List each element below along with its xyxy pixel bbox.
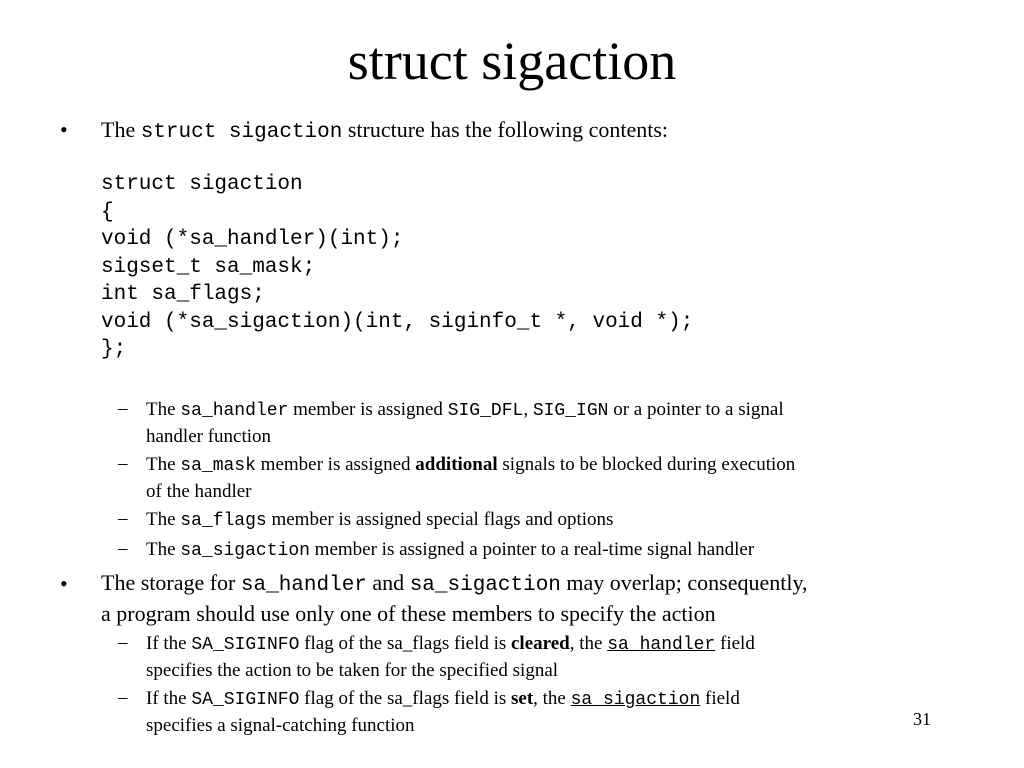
text-segment: If the — [146, 688, 192, 709]
sub-bullet-sa-handler — [146, 397, 946, 449]
inline-code: sa_flags — [180, 511, 267, 531]
code-line: { — [101, 200, 114, 224]
slide-number: 31 — [913, 709, 931, 729]
inline-code: SA_SIGINFO — [191, 690, 300, 710]
sub-bullet-sa-mask — [146, 452, 946, 504]
text-segment: member is assigned special flags and options — [266, 509, 614, 530]
text-segment: field — [700, 688, 740, 709]
text-segment: flag of the sa_flags field is — [299, 633, 511, 654]
text-segment: The — [146, 454, 181, 475]
inline-code: sa_sigaction — [409, 574, 561, 597]
code-line: void (*sa_sigaction)(int, siginfo_t *, void *); — [101, 310, 694, 334]
inline-code: SIG_IGN — [532, 401, 609, 421]
text-segment: and — [366, 570, 410, 595]
text-segment: handler function — [146, 426, 272, 447]
code-line: int sa_flags; — [101, 283, 265, 306]
text-segment: If the — [146, 633, 192, 654]
sub-bullet-marker: – — [118, 632, 128, 653]
sub-bullet-sa-sigaction — [146, 537, 946, 564]
bullet-marker: • — [60, 571, 68, 596]
bold-text: set — [511, 688, 534, 709]
text-segment: member is assigned — [288, 399, 448, 420]
inline-code: SA_SIGINFO — [191, 635, 300, 655]
text-segment: may overlap; consequently, — [560, 570, 808, 595]
code-line: struct sigaction — [101, 173, 303, 196]
text-segment: , the — [533, 688, 571, 709]
text-segment: member is assigned a pointer to a real-time signal handler — [309, 539, 755, 560]
text-segment: field — [715, 633, 755, 654]
text-segment: , the — [569, 633, 608, 654]
sub-bullet-marker: – — [118, 508, 128, 529]
text-segment: flag of the sa_flags field is — [299, 688, 511, 709]
text-segment: , — [523, 399, 533, 420]
slide-title: struct sigaction — [347, 31, 677, 91]
sub-bullet-marker: – — [118, 538, 128, 559]
sub-bullet-marker: – — [118, 687, 128, 708]
code-line: void (*sa_handler)(int); — [101, 228, 404, 251]
bullet-text-storage-overlap — [101, 569, 951, 628]
text-segment: signals to be blocked during execution — [497, 454, 796, 475]
inline-code: sa_handler — [240, 574, 367, 597]
inline-code: SIG_DFL — [447, 401, 524, 421]
underlined-code: sa_handler — [607, 635, 716, 655]
text-segment: structure has the following contents: — [342, 117, 668, 142]
inline-code: struct sigaction — [140, 121, 343, 144]
code-block — [101, 171, 693, 364]
text-segment: specifies a signal-catching function — [146, 715, 415, 736]
sub-bullet-siginfo-set — [146, 686, 946, 738]
text-segment: The — [146, 399, 181, 420]
inline-code: sa_mask — [180, 456, 256, 476]
bold-text: cleared — [511, 633, 570, 654]
text-segment: The — [101, 117, 141, 142]
code-line: sigset_t sa_mask; — [101, 255, 316, 279]
bold-text: additional — [415, 454, 498, 475]
bullet-marker: • — [60, 117, 68, 142]
sub-bullet-marker: – — [118, 398, 128, 419]
bullet-text-struct-intro — [101, 116, 951, 147]
sub-bullet-siginfo-cleared — [146, 631, 946, 683]
text-segment: The — [146, 539, 181, 560]
text-segment: a program should use only one of these members to specify the action — [101, 601, 716, 626]
inline-code: sa_handler — [180, 401, 289, 421]
text-segment: specifies the action to be taken for the specified signal — [146, 660, 559, 681]
underlined-code: sa_sigaction — [570, 690, 701, 710]
sub-bullet-marker: – — [118, 453, 128, 474]
text-segment: The — [146, 509, 181, 530]
sub-bullet-sa-flags — [146, 507, 946, 534]
text-segment: The storage for — [101, 570, 241, 595]
text-segment: member is assigned — [255, 454, 416, 475]
text-segment: of the handler — [146, 481, 252, 502]
inline-code: sa_sigaction — [180, 541, 310, 561]
code-line: }; — [101, 338, 127, 361]
text-segment: or a pointer to a signal — [608, 399, 784, 420]
